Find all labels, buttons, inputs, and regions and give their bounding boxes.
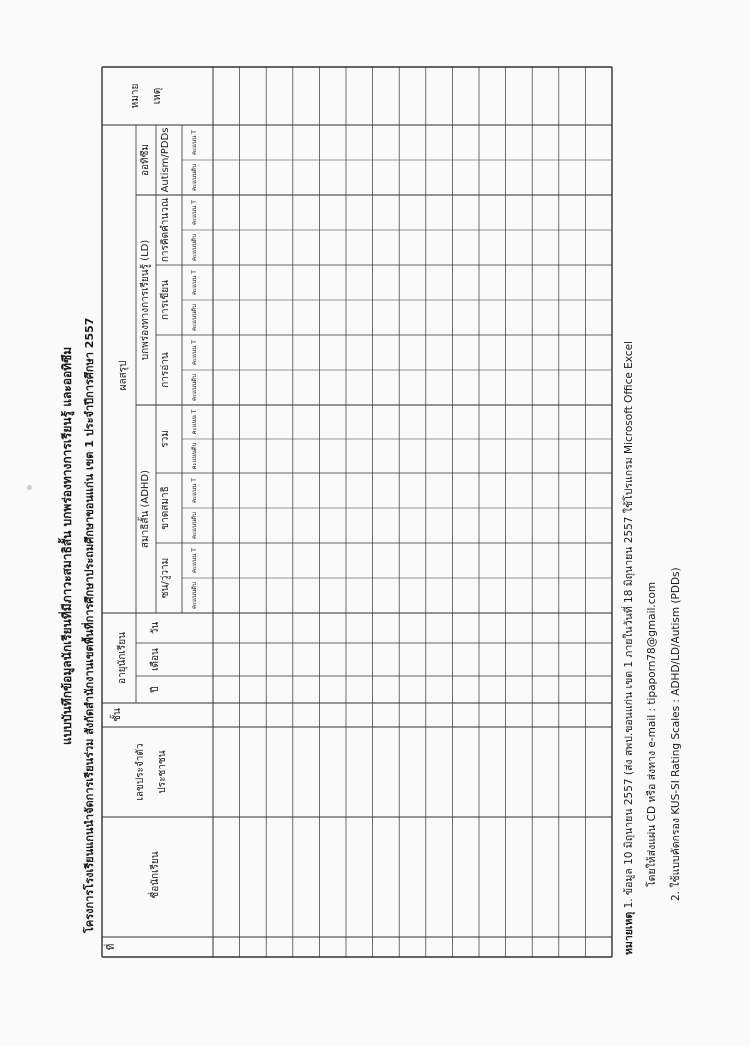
score-raw-6: คะแนนดิบ xyxy=(191,234,198,262)
notes-line3: 2. ใช้แบบคัดกรอง KUS-SI Rating Scales : ADHD/LD/Autism (PDDs) xyxy=(670,567,682,901)
header-id-line1: เลขประจำตัว xyxy=(135,743,146,801)
header-student-name: ชื่อนักเรียน xyxy=(150,851,161,899)
header-age: อายุนักเรียน xyxy=(117,632,128,684)
header-ld-writing: การเขียน xyxy=(160,280,171,320)
score-raw-4: คะแนนดิบ xyxy=(191,374,198,402)
form-title: แบบบันทึกข้อมูลนักเรียนที่มีภาวะสมาธิสั้น บกพร่องทางการเรียนรู้ และออทิซึม xyxy=(60,346,74,745)
score-t-2: คะแนน T xyxy=(191,478,198,503)
score-raw-1: คะแนนดิบ xyxy=(191,582,198,610)
form-subtitle: โครงการโรงเรียนแกนนำจัดการเรียนร่วม สังกัดสำนักงานเขตพื้นที่การศึกษาประถมศึกษาขอนแก่น เขต 1 ประจำปีการศึกษา 2557 xyxy=(83,317,96,933)
header-age-month: เดือน xyxy=(150,648,161,671)
header-summary: ผลสรุป xyxy=(118,360,129,391)
score-raw-3: คะแนนดิบ xyxy=(191,442,198,470)
score-t-3: คะแนน T xyxy=(191,409,198,435)
header-id-line2: ประชาชน xyxy=(157,750,168,794)
header-adhd-total: รวม xyxy=(160,430,171,448)
header-ld-math: การคิดคำนวณ xyxy=(160,197,171,263)
score-t-4: คะแนน T xyxy=(191,340,198,365)
score-raw-2: คะแนนดิบ xyxy=(191,512,198,540)
header-ld-reading: การอ่าน xyxy=(160,352,171,388)
header-grade: ชั้น xyxy=(112,708,123,722)
header-adhd-hyperactive: ซน/วู่วาม xyxy=(160,557,171,599)
score-t-1: คะแนน T xyxy=(191,548,198,573)
header-no: ที่ xyxy=(106,943,117,951)
header-age-year: ปี xyxy=(150,686,161,693)
header-adhd: สมาธิสั้น (ADHD) xyxy=(140,469,151,549)
notes-line2: โดยให้ส่งแผ่น CD หรือ ส่งทาง e-mail : tipaporn78@gmail.com xyxy=(646,581,658,887)
header-remark-line1: หมาย xyxy=(130,83,141,109)
paper-speck xyxy=(27,485,32,490)
notes-label: หมายเหตุ xyxy=(623,911,635,955)
header-ld: บกพร่องทางการเรียนรู้ (LD) xyxy=(140,239,151,361)
score-t-6: คะแนน T xyxy=(191,200,198,225)
score-raw-5: คะแนนดิบ xyxy=(191,304,198,332)
score-t-7: คะแนน T xyxy=(191,130,198,155)
score-raw-7: คะแนนดิบ xyxy=(191,164,198,192)
header-remark-line2: เหตุ xyxy=(152,87,163,105)
notes-line1 xyxy=(620,341,637,955)
header-autism: ออทิซึม xyxy=(140,144,151,176)
header-age-day: วัน xyxy=(150,621,161,635)
score-t-5: คะแนน T xyxy=(191,270,198,295)
header-autism-sub: Autism/PDDs xyxy=(160,127,171,193)
header-adhd-inattentive: ขาดสมาธิ xyxy=(160,486,171,530)
notes-text-1: 1. ข้อมูล 10 มิถุนายน 2557 (ส่ง สพป.ขอนแก่น เขต 1 ภายในวันที่ 18 มิถุนายน 2557 ใช้โปรแกรม Microsoft Office Excel xyxy=(623,341,635,909)
